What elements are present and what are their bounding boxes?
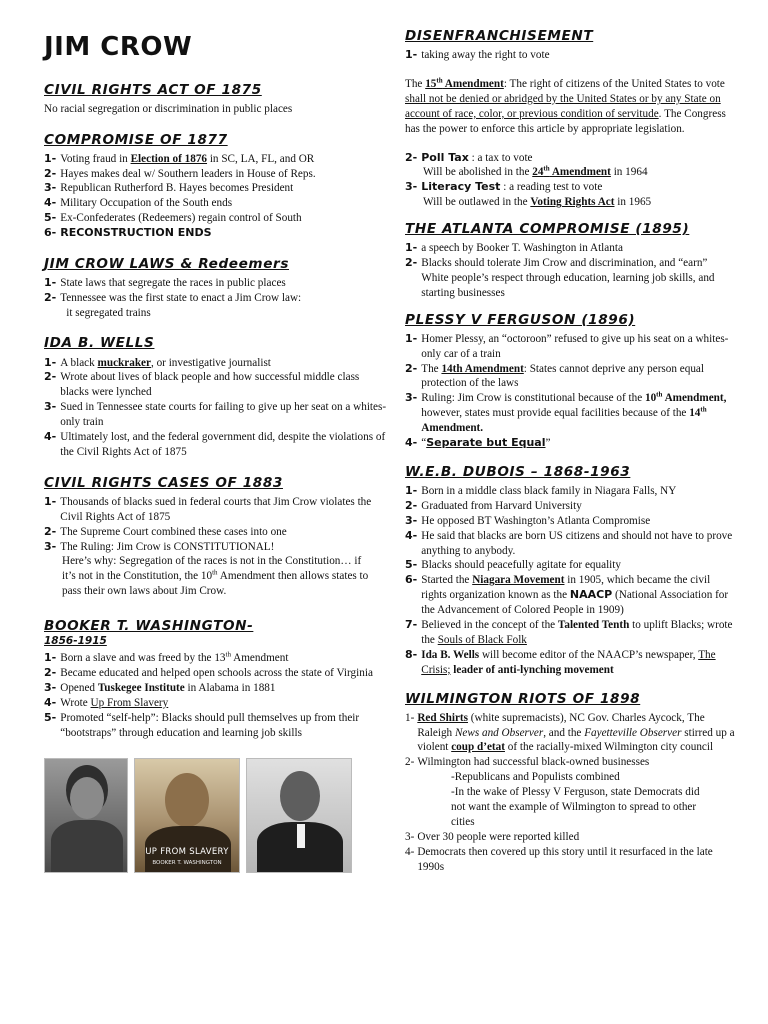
item-text: Ultimately lost, and the federal government did, despite the violations of the Civil Rights Act of 1875 [60,430,386,458]
text-run: Will be outlawed in the [423,196,531,209]
photo-caption: UP FROM SLAVERY [145,847,229,858]
section-years: 1856-1915 [44,635,107,648]
item-number: 4- [405,845,415,858]
list-item [44,276,389,291]
list-item [44,430,389,460]
book-title: Souls of Black Folk [437,633,527,646]
list-item [44,540,389,555]
item-number: 3- [44,539,57,553]
text-run: to uplift Blacks; wrote the [421,619,733,646]
list-item [405,256,735,301]
item-number: 6- [405,573,418,587]
text-run: : States cannot deprive any person equal protection of the laws [421,362,704,390]
list-item [405,558,735,573]
item-text: taking away the right to vote [421,49,550,62]
section-heading: JIM CROW LAWS & Redeemers [44,255,290,272]
item-number: 3- [44,181,57,195]
text-run: The [405,77,426,90]
item-text [421,573,735,618]
text-run: in Alabama in 1881 [184,681,276,694]
list-item [405,484,735,499]
item-text: The Ruling: Jim Crow is CONSTITUTIONAL! [60,540,275,553]
text-run: Believed in the concept of the [421,619,558,632]
item-text: Republican Rutherford B. Hayes becomes President [60,182,294,195]
amendment-link [532,166,611,178]
amendment-link [425,78,504,90]
section-booker-washington [44,617,389,740]
list-item [405,499,735,514]
item-number: 4- [405,528,418,542]
section-heading: W.E.B. DUBOIS – 1868-1963 [405,463,631,480]
fifteenth-amendment-text [405,77,735,137]
text-run: in 1905, which became the civil rights organization known as the [421,574,711,602]
item-number: 2- [44,666,57,679]
list-item [44,167,389,182]
item-number: 3- [405,513,418,527]
item-number: 8- [405,647,418,661]
section-heading: COMPROMISE OF 1877 [44,131,228,148]
section-civil-rights-1875 [44,81,389,117]
item-number: 2- [44,524,57,538]
list-item [44,681,389,696]
text-run: in SC, LA, FL, and OR [207,152,315,165]
superscript: th [225,650,231,659]
text-run: “ [421,437,427,450]
item-text [417,711,735,756]
item-text: Became educated and helped open schools across the state of Virginia [60,667,373,679]
item-text: Homer Plessy, an “octoroon” refused to give up his seat on a whites-only car of a train [421,332,729,360]
text-run: Amendment [230,652,289,665]
text-run: in 1965 [614,196,652,209]
item-text: State laws that segregate the races in public places [60,276,286,289]
right-column [405,27,735,874]
text-run: Amendment [549,166,611,179]
item-text: Wrote about lives of black people and how successful middle class blacks were lynched [60,371,360,399]
photo-subcaption: BOOKER T. WASHINGTON [152,860,222,867]
list-item [44,226,389,241]
list-item [405,48,735,63]
list-item [44,152,389,167]
emphasis: Tuskegee Institute [97,681,185,694]
item-number: 3- [405,391,418,405]
list-item [44,696,389,711]
item-text: Military Occupation of the South ends [60,197,233,210]
item-text [60,356,389,371]
section-wilmington-riots [405,690,735,875]
list-item [405,711,735,756]
text-run: : a reading test to vote [500,181,603,194]
item-text [60,681,389,696]
list-item [405,436,735,451]
text-run: of the racially-mixed Wilmington city council [504,741,714,754]
item-text [421,151,735,166]
section-heading: WILMINGTON RIOTS OF 1898 [405,690,641,707]
item-number: 2- [44,290,57,304]
list-item [405,755,735,770]
item-text [421,180,735,195]
item-text [421,436,735,451]
item-text [60,696,389,711]
item-number: 1- [405,48,418,62]
item-number: 3- [44,680,57,694]
text-run: : a tax to vote [468,151,533,164]
literacy-test-note [405,195,735,210]
section-heading: THE ATLANTA COMPROMISE (1895) [405,221,690,238]
list-item [44,356,389,371]
item-number: 4- [405,436,418,450]
text-run: Amendment [442,77,504,90]
item-number: 2- [44,370,57,384]
text-run: however, states must provide equal facilities because of the [421,407,690,420]
item-number: 1- [44,494,57,508]
section-heading: PLESSY V FERGUSON (1896) [405,311,636,328]
list-item [405,362,735,392]
item-text: Democrats then covered up this story until it resurfaced in the late 1990s [417,845,713,873]
portrait-booker-washington [134,758,240,873]
text-run: stirred up a violent [417,726,735,754]
section-ida-wells [44,334,389,459]
term: Literacy Test [421,180,501,194]
text-run: 14 [689,407,701,420]
text-run: Tennessee was the first state to enact a Jim Crow law: [60,291,302,304]
emphasis: NAACP [569,588,613,602]
item-text [421,618,735,648]
item-text: Promoted “self-help”: Blacks should pull themselves up from their “bootstraps” through education and learning job skills [60,711,360,739]
underlined-text: shall not be denied or abridged by the United States or by any State on account of race, color, or previous condition of servitude [405,92,721,120]
item-number: 5- [44,211,57,225]
item-text [421,362,735,392]
text-run: , or investigative journalist [150,356,271,369]
item-text: Thousands of blacks sued in federal courts that Jim Crow violates the Civil Rights Act of 1875 [60,495,372,523]
emphasis: Election of 1876 [130,152,208,165]
text-run: Opened [60,681,98,694]
item-text: Blacks should tolerate Jim Crow and discrimination, and “earn” White people’s respect through education, learning job skills, and starting businesses [421,257,715,299]
item-number: 1- [405,711,415,724]
item-text [421,391,735,436]
list-item [405,529,735,559]
term: Poll Tax [421,150,469,164]
item-number: 2- [44,166,57,180]
newspaper-title: The Crisis; [421,648,716,676]
list-item [44,211,389,226]
item-text: Sued in Tennessee state courts for failing to give up her seat on a whites-only train [60,401,387,429]
sub-item: -Republicans and Populists combined [451,771,620,784]
list-item [405,573,735,618]
text-run: will become editor of the NAACP’s newspaper, [479,648,699,661]
item-number: 2- [405,256,418,270]
list-item [405,618,735,648]
item-text: He opposed BT Washington’s Atlanta Compromise [421,514,651,527]
emphasis: Talented Tenth [557,619,630,632]
page-title: JIM CROW [44,32,193,62]
list-item [44,181,389,196]
item-text: Hayes makes deal w/ Southern leaders in House of Reps. [60,167,316,180]
emphasis: 14th Amendment [441,362,524,375]
list-item [405,241,735,256]
text-run: Amendment then allows states to pass their own laws about Jim Crow. [62,570,369,598]
section-atlanta-compromise [405,220,735,301]
emphasis: Ida B. Wells [421,648,480,661]
superscript: th [700,405,707,414]
text-run: Started the [421,574,473,587]
item-number: 1- [44,275,57,289]
item-number: 3- [405,830,415,843]
list-item [44,196,389,211]
item-number: 2- [405,150,418,164]
book-title: Up From Slavery [90,696,169,709]
section-dubois [405,463,735,678]
left-column [44,0,389,873]
item-text: Wilmington had successful black-owned businesses [417,756,650,769]
superscript: th [212,568,218,577]
item-text [60,152,389,167]
item-number: 5- [44,710,57,724]
section-plessy-ferguson [405,311,735,451]
list-item [44,711,389,741]
item-text [60,651,389,666]
item-number: 2- [405,756,415,769]
emphasis [645,392,726,404]
section-heading: CIVIL RIGHTS CASES OF 1883 [44,474,283,491]
list-item [44,651,389,666]
sub-item: -In the wake of Plessy V Ferguson, state Democrats did not want the example of Wilmington to spread to other cities [451,786,700,828]
section-jim-crow-laws [44,255,389,321]
emphasis: leader of anti-lynching movement [450,663,614,676]
emphasis: muckraker [97,356,151,369]
item-number: 7- [405,618,418,632]
list-item [405,514,735,529]
text-run: . The Congress has the power to enforce this article by appropriate legislation. [405,107,726,135]
section-heading: DISENFRANCHISEMENT [405,28,594,44]
item-number: 3- [405,180,418,194]
text-run: Wrote [60,696,91,709]
emphasis: Red Shirts [417,711,468,724]
item-number: 1- [44,651,57,665]
list-item [44,495,389,525]
section-text: No racial segregation or discrimination in public places [44,102,293,115]
item-text: Blacks should peacefully agitate for equality [421,559,621,572]
portrait-web-dubois [246,758,352,873]
text-run: 15 [425,77,437,90]
list-item [44,291,389,321]
emphasis: Voting Rights Act [530,196,615,209]
list-item [44,525,389,540]
section-disenfranchisement [405,27,735,210]
item-number: 1- [44,151,57,165]
portrait-ida-wells [44,758,128,873]
item-number: 1- [44,355,57,369]
text-run: Here’s why: Segregation of the races is not in the Constitution… if it’s not in the Constitution, the 10 [62,555,362,583]
list-item [405,180,735,195]
list-item [44,666,389,681]
item-text: He said that blacks are born US citizens and should not have to prove anything to anybody. [421,529,733,557]
poll-tax-note [405,165,735,180]
item-text: a speech by Booker T. Washington in Atlanta [421,242,623,255]
section-civil-rights-1883 [44,474,389,599]
text-run: ” [545,437,551,450]
portrait-row [44,758,389,873]
item-text: RECONSTRUCTION ENDS [60,226,212,240]
list-item [44,370,389,400]
ruling-explanation [44,554,389,599]
list-item [405,830,735,845]
item-text [60,291,389,321]
text-run: : The right of citizens of the United States to vote [503,77,725,90]
section-heading: IDA B. WELLS [44,335,155,352]
item-text [421,648,735,678]
text-run: The [421,362,442,375]
newspaper-title: News and Observer [454,726,544,739]
text-run: 24 [532,166,544,179]
section-compromise-1877 [44,131,389,241]
list-item [44,400,389,430]
item-number: 2- [405,361,418,375]
text-run: it segregated trains [66,306,151,319]
emphasis: Separate but Equal [426,436,546,450]
text-run: in 1964 [610,166,648,179]
item-text: Graduated from Harvard University [421,499,582,512]
text-run: 10 [644,392,657,405]
item-text: Born in a middle class black family in Niagara Falls, NY [421,485,677,498]
superscript: th [543,164,550,173]
item-number: 1- [405,331,418,345]
list-item [405,151,735,166]
newspaper-title: Fayetteville Observer [584,726,682,739]
text-run: A black [60,356,98,369]
text-run: Amendment, [662,392,727,405]
emphasis: Niagara Movement [472,574,565,587]
list-item [405,391,735,436]
text-run: Voting fraud in [60,152,131,165]
item-number: 6- [44,226,57,240]
item-number: 3- [44,400,57,414]
shirt-detail [297,824,305,848]
superscript: th [436,76,443,85]
section-heading: BOOKER T. WASHINGTON- [44,618,254,635]
superscript: th [656,390,663,399]
text-run: , and the [543,726,585,739]
list-item [405,648,735,678]
text-run: (National Association for the Advancement of Colored People in 1909) [421,589,729,617]
text-run: Will be abolished in the [423,166,533,179]
emphasis: coup d’etat [451,741,505,754]
item-number: 4- [44,196,57,210]
text-run: Amendment. [421,422,484,435]
item-number: 1- [405,241,418,255]
list-item [405,845,735,875]
text-run: Born a slave and was freed by the 13 [60,652,226,665]
item-number: 1- [405,484,418,498]
item-number: 5- [405,558,418,572]
item-number: 4- [44,695,57,709]
text-run: (white supremacists), NC Gov. Charles Aycock, The Raleigh [417,711,705,739]
item-number: 4- [44,429,57,443]
item-number: 2- [405,498,418,512]
item-text: The Supreme Court combined these cases into one [60,525,287,538]
item-text: Ex-Confederates (Redeemers) regain control of South [60,212,302,225]
list-item [405,332,735,362]
section-heading: CIVIL RIGHTS ACT OF 1875 [44,81,262,98]
item-text: Over 30 people were reported killed [417,830,580,843]
text-run: Ruling: Jim Crow is constitutional because of the [421,392,645,405]
